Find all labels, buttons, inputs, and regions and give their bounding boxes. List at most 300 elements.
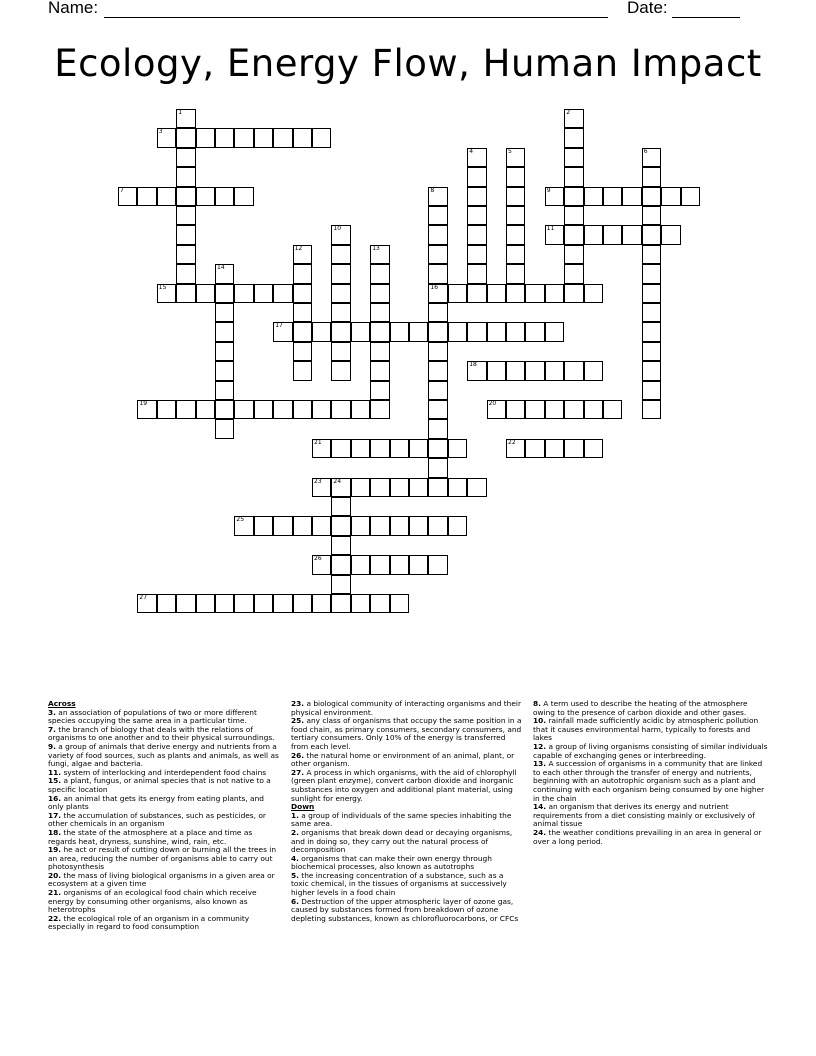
grid-cell[interactable]	[467, 167, 486, 186]
grid-cell[interactable]	[331, 400, 350, 419]
grid-cell[interactable]	[428, 439, 447, 458]
grid-cell[interactable]	[312, 555, 331, 574]
grid-cell[interactable]	[428, 342, 447, 361]
grid-cell[interactable]	[467, 225, 486, 244]
grid-cell[interactable]	[254, 400, 273, 419]
grid-cell[interactable]	[215, 419, 234, 438]
grid-cell[interactable]	[390, 594, 409, 613]
grid-cell[interactable]	[409, 439, 428, 458]
grid-cell[interactable]	[331, 322, 350, 341]
grid-cell[interactable]	[545, 187, 564, 206]
grid-cell[interactable]	[351, 555, 370, 574]
grid-cell[interactable]	[545, 361, 564, 380]
grid-cell[interactable]	[642, 245, 661, 264]
grid-cell[interactable]	[157, 284, 176, 303]
grid-cell[interactable]	[196, 400, 215, 419]
grid-cell[interactable]	[564, 167, 583, 186]
down-clue	[291, 898, 523, 924]
grid-cell[interactable]	[176, 264, 195, 283]
grid-cell[interactable]	[564, 128, 583, 147]
grid-cell[interactable]	[331, 555, 350, 574]
grid-cell[interactable]	[196, 128, 215, 147]
grid-cell[interactable]	[409, 555, 428, 574]
grid-cell[interactable]	[622, 225, 641, 244]
grid-cell[interactable]	[351, 516, 370, 535]
grid-cell[interactable]	[215, 264, 234, 283]
grid-cell[interactable]	[254, 128, 273, 147]
grid-cell[interactable]	[506, 264, 525, 283]
clue-text: a group of living organisms consisting of similar individuals capable of exchanging genes or interbreeding.	[533, 741, 768, 760]
grid-cell[interactable]	[428, 400, 447, 419]
clue-num: 19.	[48, 845, 62, 855]
grid-cell[interactable]	[234, 187, 253, 206]
grid-cell[interactable]	[312, 594, 331, 613]
grid-cell[interactable]	[234, 400, 253, 419]
grid-cell[interactable]	[254, 594, 273, 613]
clue-text: the mass of living biological organisms in a given area or ecosystem at a given time	[48, 870, 275, 889]
grid-cell[interactable]	[506, 400, 525, 419]
across-heading: Across	[48, 699, 76, 708]
grid-cell[interactable]	[234, 284, 253, 303]
grid-cell[interactable]	[331, 536, 350, 555]
grid-cell[interactable]	[428, 322, 447, 341]
grid-cell[interactable]	[196, 594, 215, 613]
grid-cell[interactable]	[370, 555, 389, 574]
grid-cell[interactable]	[428, 458, 447, 477]
across-clue	[48, 777, 280, 794]
grid-cell[interactable]	[603, 400, 622, 419]
grid-cell[interactable]	[215, 342, 234, 361]
grid-cell[interactable]	[428, 187, 447, 206]
grid-cell[interactable]	[351, 478, 370, 497]
grid-cell[interactable]	[545, 284, 564, 303]
across-clue	[291, 769, 523, 803]
grid-cell[interactable]	[584, 400, 603, 419]
grid-cell[interactable]	[642, 342, 661, 361]
grid-cell[interactable]	[428, 206, 447, 225]
clue-num: 27.	[291, 767, 305, 777]
grid-cell[interactable]	[506, 167, 525, 186]
grid-cell[interactable]	[409, 478, 428, 497]
grid-cell[interactable]	[351, 594, 370, 613]
clue-num: 7.	[48, 724, 56, 734]
clue-number: 26	[314, 555, 322, 563]
grid-cell[interactable]	[506, 439, 525, 458]
grid-cell[interactable]	[273, 594, 292, 613]
grid-cell[interactable]	[331, 478, 350, 497]
grid-cell[interactable]	[331, 303, 350, 322]
grid-cell[interactable]	[176, 400, 195, 419]
grid-cell[interactable]	[467, 245, 486, 264]
grid-cell[interactable]	[176, 187, 195, 206]
grid-cell[interactable]	[254, 284, 273, 303]
grid-cell[interactable]	[176, 128, 195, 147]
grid-cell[interactable]	[642, 361, 661, 380]
grid-cell[interactable]	[390, 516, 409, 535]
down-heading: Down	[291, 802, 315, 812]
clue-text: A process in which organisms, with the aid of chlorophyll (green plant enzyme), convert carbon dioxide and inorganic substances into oxygen and additional plant material, using sunlight for energy.	[291, 767, 517, 803]
grid-cell[interactable]	[487, 322, 506, 341]
clue-num: 24.	[533, 827, 547, 837]
grid-cell[interactable]	[681, 187, 700, 206]
grid-cell[interactable]	[428, 264, 447, 283]
date-label: Date:	[627, 0, 668, 17]
grid-cell[interactable]	[293, 342, 312, 361]
grid-cell[interactable]	[564, 400, 583, 419]
grid-cell[interactable]	[370, 516, 389, 535]
grid-cell[interactable]	[525, 322, 544, 341]
grid-cell[interactable]	[312, 128, 331, 147]
clue-number: 1	[178, 109, 183, 116]
grid-cell[interactable]	[448, 439, 467, 458]
clue-number: 3	[158, 128, 163, 136]
grid-cell[interactable]	[390, 478, 409, 497]
clue-number: 6	[643, 147, 648, 155]
grid-cell[interactable]	[506, 206, 525, 225]
clue-text: an association of populations of two or more different species occupying the same area in a particular time.	[48, 707, 257, 726]
grid-cell[interactable]	[331, 361, 350, 380]
grid-cell[interactable]	[448, 478, 467, 497]
grid-cell[interactable]	[467, 206, 486, 225]
grid-cell[interactable]	[467, 322, 486, 341]
grid-cell[interactable]	[176, 225, 195, 244]
grid-cell[interactable]	[215, 594, 234, 613]
grid-cell[interactable]	[467, 284, 486, 303]
grid-cell[interactable]	[370, 303, 389, 322]
grid-cell[interactable]	[506, 322, 525, 341]
clue-num: 9.	[48, 741, 56, 751]
grid-cell[interactable]	[157, 400, 176, 419]
clue-num: 25.	[291, 716, 305, 726]
grid-cell[interactable]	[428, 284, 447, 303]
clue-number: 27	[139, 594, 148, 601]
grid-cell[interactable]	[370, 322, 389, 341]
grid-cell[interactable]	[137, 594, 156, 613]
grid-cell[interactable]	[467, 264, 486, 283]
grid-cell[interactable]	[273, 400, 292, 419]
down-clue	[291, 812, 523, 829]
grid-cell[interactable]	[215, 400, 234, 419]
clue-num: 10.	[533, 716, 547, 726]
grid-cell[interactable]	[545, 225, 564, 244]
clue-number: 12	[294, 244, 303, 252]
grid-cell[interactable]	[506, 284, 525, 303]
grid-cell[interactable]	[176, 284, 195, 303]
clue-text: a plant, fungus, or animal species that is not native to a specific location	[48, 776, 271, 794]
grid-cell[interactable]	[564, 187, 583, 206]
grid-cell[interactable]	[273, 128, 292, 147]
clue-text: the accumulation of substances, such as pesticides, or other chemicals in an organism	[48, 810, 266, 829]
across-clue	[291, 700, 523, 717]
grid-cell[interactable]	[215, 322, 234, 341]
clue-num: 2.	[291, 827, 299, 837]
grid-cell[interactable]	[428, 245, 447, 264]
grid-cell[interactable]	[428, 419, 447, 438]
clue-num: 23.	[291, 699, 305, 708]
grid-cell[interactable]	[234, 128, 253, 147]
grid-cell[interactable]	[234, 594, 253, 613]
grid-cell[interactable]	[331, 497, 350, 516]
down-clue	[533, 760, 768, 803]
clue-number: 11	[546, 225, 555, 233]
grid-cell[interactable]	[409, 516, 428, 535]
grid-cell[interactable]	[642, 381, 661, 400]
grid-cell[interactable]	[215, 381, 234, 400]
grid-cell[interactable]	[370, 361, 389, 380]
grid-cell[interactable]	[312, 439, 331, 458]
grid-cell[interactable]	[506, 245, 525, 264]
clue-num: 4.	[291, 853, 299, 863]
grid-cell[interactable]	[331, 264, 350, 283]
grid-cell[interactable]	[564, 439, 583, 458]
across-clue	[48, 726, 280, 743]
grid-cell[interactable]	[273, 322, 292, 341]
grid-cell[interactable]	[331, 516, 350, 535]
grid-cell[interactable]	[176, 206, 195, 225]
clue-text: organisms that can make their own energy through biochemical processes, also known as autotrophs	[291, 853, 492, 872]
grid-cell[interactable]	[603, 225, 622, 244]
down-clue	[291, 872, 523, 898]
grid-cell[interactable]	[331, 342, 350, 361]
grid-cell[interactable]	[428, 361, 447, 380]
grid-cell[interactable]	[293, 264, 312, 283]
grid-cell[interactable]	[370, 342, 389, 361]
grid-cell[interactable]	[176, 245, 195, 264]
clue-num: 26.	[291, 750, 305, 760]
down-clue	[533, 743, 768, 760]
grid-cell[interactable]	[428, 478, 447, 497]
grid-cell[interactable]	[215, 284, 234, 303]
clue-num: 16.	[48, 793, 62, 803]
clue-number: 9	[546, 186, 551, 194]
grid-cell[interactable]	[448, 322, 467, 341]
grid-cell[interactable]	[157, 187, 176, 206]
grid-cell[interactable]	[176, 109, 195, 128]
grid-cell[interactable]	[293, 516, 312, 535]
grid-cell[interactable]	[293, 594, 312, 613]
down-clue	[533, 803, 768, 829]
down-clue-list-cont	[533, 700, 768, 846]
grid-cell[interactable]	[370, 245, 389, 264]
grid-cell[interactable]	[428, 381, 447, 400]
grid-cell[interactable]	[331, 225, 350, 244]
grid-cell[interactable]	[176, 148, 195, 167]
grid-cell[interactable]	[312, 400, 331, 419]
grid-cell[interactable]	[642, 187, 661, 206]
clue-number: 18	[469, 361, 477, 369]
grid-cell[interactable]	[487, 361, 506, 380]
grid-cell[interactable]	[642, 400, 661, 419]
clue-num: 12.	[533, 741, 547, 751]
grid-cell[interactable]	[215, 303, 234, 322]
grid-cell[interactable]	[370, 400, 389, 419]
grid-cell[interactable]	[642, 167, 661, 186]
grid-cell[interactable]	[351, 400, 370, 419]
grid-cell[interactable]	[661, 225, 680, 244]
grid-cell[interactable]	[564, 225, 583, 244]
grid-cell[interactable]	[506, 361, 525, 380]
grid-cell[interactable]	[564, 148, 583, 167]
grid-cell[interactable]	[118, 187, 137, 206]
grid-cell[interactable]	[370, 284, 389, 303]
grid-cell[interactable]	[331, 245, 350, 264]
grid-cell[interactable]	[351, 322, 370, 341]
grid-cell[interactable]	[157, 594, 176, 613]
grid-cell[interactable]	[525, 400, 544, 419]
clue-number: 13	[372, 244, 380, 252]
clue-text: organisms of an ecological food chain which receive energy by consuming other organisms, also known as heterotrophs	[48, 888, 257, 915]
grid-cell[interactable]	[642, 148, 661, 167]
grid-cell[interactable]	[293, 303, 312, 322]
grid-cell[interactable]	[545, 322, 564, 341]
clue-text: the increasing concentration of a substance, such as a toxic chemical, in the tissues of organisms at successively higher levels in a food chain	[291, 870, 507, 898]
grid-cell[interactable]	[331, 575, 350, 594]
clue-number: 19	[139, 400, 148, 407]
grid-cell[interactable]	[293, 245, 312, 264]
grid-cell[interactable]	[312, 478, 331, 497]
grid-cell[interactable]	[215, 361, 234, 380]
across-clue	[48, 743, 280, 769]
grid-cell[interactable]	[642, 206, 661, 225]
grid-cell[interactable]	[409, 322, 428, 341]
grid-cell[interactable]	[428, 516, 447, 535]
down-clue	[291, 855, 523, 872]
grid-cell[interactable]	[545, 439, 564, 458]
grid-cell[interactable]	[176, 594, 195, 613]
clue-text: an organism that derives its energy and nutrient requirements from a diet consisting mainly or exclusively of animal tissue	[533, 802, 755, 829]
across-clue-list-cont	[291, 700, 523, 803]
grid-cell[interactable]	[467, 361, 486, 380]
clue-number: 7	[120, 186, 124, 194]
grid-cell[interactable]	[293, 400, 312, 419]
grid-cell[interactable]	[448, 284, 467, 303]
grid-cell[interactable]	[642, 284, 661, 303]
grid-cell[interactable]	[564, 361, 583, 380]
grid-cell[interactable]	[584, 187, 603, 206]
grid-cell[interactable]	[273, 516, 292, 535]
grid-cell[interactable]	[254, 516, 273, 535]
clue-number: 15	[158, 283, 167, 291]
grid-cell[interactable]	[642, 322, 661, 341]
grid-cell[interactable]	[642, 264, 661, 283]
across-clue	[48, 829, 280, 846]
clue-num: 3.	[48, 707, 56, 717]
grid-cell[interactable]	[428, 225, 447, 244]
clue-number: 20	[488, 400, 497, 407]
grid-cell[interactable]	[196, 187, 215, 206]
grid-cell[interactable]	[622, 187, 641, 206]
across-clue	[291, 752, 523, 769]
page-title: Ecology, Energy Flow, Human Impact	[54, 42, 762, 85]
across-clue	[48, 915, 280, 932]
grid-cell[interactable]	[428, 555, 447, 574]
grid-cell[interactable]	[584, 225, 603, 244]
grid-cell[interactable]	[564, 245, 583, 264]
grid-cell[interactable]	[331, 284, 350, 303]
grid-cell[interactable]	[390, 439, 409, 458]
grid-cell[interactable]	[137, 400, 156, 419]
clue-number: 5	[508, 147, 512, 155]
grid-cell[interactable]	[584, 439, 603, 458]
grid-cell[interactable]	[137, 187, 156, 206]
grid-cell[interactable]	[467, 187, 486, 206]
across-clue	[48, 846, 280, 872]
clue-number: 10	[333, 225, 342, 233]
grid-cell[interactable]	[273, 284, 292, 303]
grid-cell[interactable]	[584, 284, 603, 303]
grid-cell[interactable]	[525, 284, 544, 303]
grid-cell[interactable]	[215, 187, 234, 206]
grid-cell[interactable]	[467, 148, 486, 167]
clue-num: 20.	[48, 870, 62, 880]
clue-num: 13.	[533, 759, 547, 769]
grid-cell[interactable]	[506, 148, 525, 167]
grid-cell[interactable]	[234, 516, 253, 535]
grid-cell[interactable]	[370, 594, 389, 613]
clues-column-2	[291, 700, 523, 923]
grid-cell[interactable]	[176, 167, 195, 186]
grid-cell[interactable]	[506, 225, 525, 244]
grid-cell[interactable]	[293, 361, 312, 380]
grid-cell[interactable]	[428, 303, 447, 322]
clue-number: 24	[333, 477, 342, 485]
clue-text: he act or result of cutting down or burning all the trees in an area, reducing the number of organisms able to carry out photosynthesis	[48, 845, 277, 872]
across-clue	[48, 872, 280, 889]
grid-cell[interactable]	[506, 187, 525, 206]
grid-cell[interactable]	[487, 284, 506, 303]
down-clue	[533, 700, 768, 717]
grid-cell[interactable]	[157, 128, 176, 147]
grid-cell[interactable]	[661, 187, 680, 206]
grid-cell[interactable]	[642, 225, 661, 244]
grid-cell[interactable]	[370, 381, 389, 400]
grid-cell[interactable]	[370, 264, 389, 283]
grid-cell[interactable]	[564, 264, 583, 283]
clue-number: 21	[314, 438, 322, 446]
grid-cell[interactable]	[390, 322, 409, 341]
grid-cell[interactable]	[487, 400, 506, 419]
grid-cell[interactable]	[545, 400, 564, 419]
grid-cell[interactable]	[196, 284, 215, 303]
grid-cell[interactable]	[331, 439, 350, 458]
across-clue	[48, 709, 280, 726]
grid-cell[interactable]	[525, 361, 544, 380]
grid-cell[interactable]	[564, 206, 583, 225]
grid-cell[interactable]	[642, 303, 661, 322]
grid-cell[interactable]	[293, 322, 312, 341]
grid-cell[interactable]	[312, 322, 331, 341]
clue-text: Destruction of the upper atmospheric layer of ozone gas, caused by substances formed from breakdown of ozone depleting substances, known as chlorofluorocarbons, or CFCs	[291, 896, 519, 923]
grid-cell[interactable]	[370, 439, 389, 458]
grid-cell[interactable]	[584, 361, 603, 380]
grid-cell[interactable]	[370, 478, 389, 497]
grid-cell[interactable]	[215, 128, 234, 147]
grid-cell[interactable]	[331, 594, 350, 613]
grid-cell[interactable]	[564, 109, 583, 128]
clue-number: 8	[430, 186, 435, 194]
grid-cell[interactable]	[293, 284, 312, 303]
grid-cell[interactable]	[525, 439, 544, 458]
grid-cell[interactable]	[390, 555, 409, 574]
grid-cell[interactable]	[448, 516, 467, 535]
grid-cell[interactable]	[351, 439, 370, 458]
grid-cell[interactable]	[467, 478, 486, 497]
grid-cell[interactable]	[564, 284, 583, 303]
clue-text: system of interlocking and interdependent food chains	[61, 767, 267, 777]
grid-cell[interactable]	[312, 516, 331, 535]
grid-cell[interactable]	[293, 128, 312, 147]
grid-cell[interactable]	[603, 187, 622, 206]
